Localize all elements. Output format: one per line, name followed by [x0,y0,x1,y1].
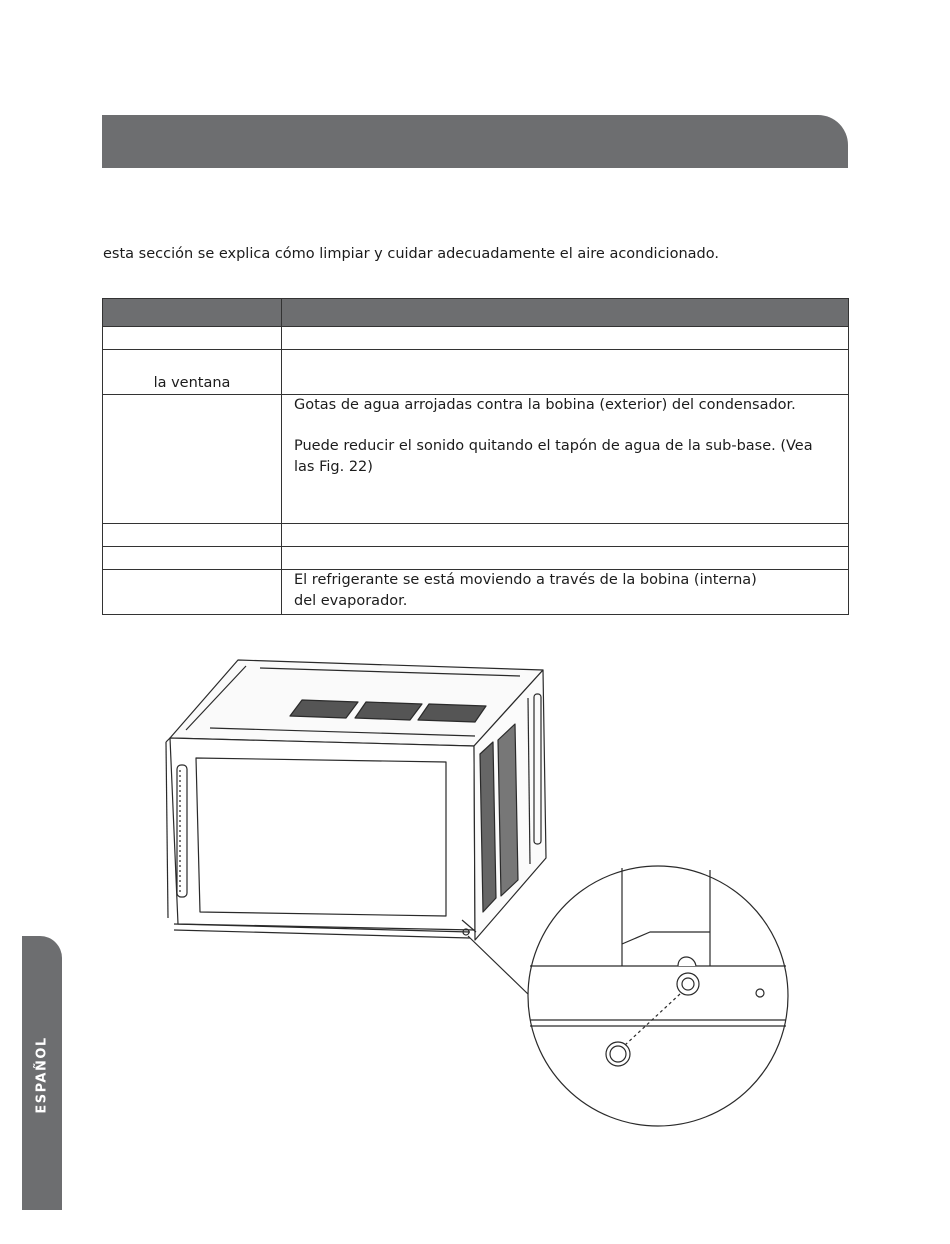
noise-description-cell [282,395,849,524]
noise-source-cell [103,395,282,524]
section-header-bar [102,115,848,168]
description-line: El refrigerante se está moviendo a través de la bobina (interna) [294,572,757,588]
noise-source-cell [103,547,282,570]
table-header-cell [282,299,849,327]
noise-source-cell [103,524,282,547]
description-line: las Fig. 22) [294,459,373,475]
noise-description-cell [282,350,849,395]
noise-description-cell [282,547,849,570]
table-row [103,350,849,395]
ac-unit-drawing [166,660,788,1126]
air-conditioner-figure [150,650,800,1140]
table-row [103,570,849,615]
noise-description-cell [282,570,849,615]
description-line: del evaporador. [294,593,408,609]
table-row [103,547,849,570]
table-row [103,524,849,547]
table-row [103,395,849,524]
table-row [103,327,849,350]
noise-source-cell [103,570,282,615]
noise-source-cell: la ventana [103,350,282,395]
noise-description-cell [282,327,849,350]
noise-description-cell [282,524,849,547]
intro-text: esta sección se explica cómo limpiar y cuidar adecuadamente el aire acondicionado. [103,246,719,262]
noise-source-cell [103,327,282,350]
description-line: Gotas de agua arrojadas contra la bobina (exterior) del condensador. [294,397,796,413]
table-header-row [103,299,849,327]
description-line: Puede reducir el sonido quitando el tapón de agua de la sub-base. (Vea [294,438,813,454]
table-header-cell [103,299,282,327]
language-label: ESPAÑOL [34,1036,50,1114]
noise-table [102,298,849,615]
